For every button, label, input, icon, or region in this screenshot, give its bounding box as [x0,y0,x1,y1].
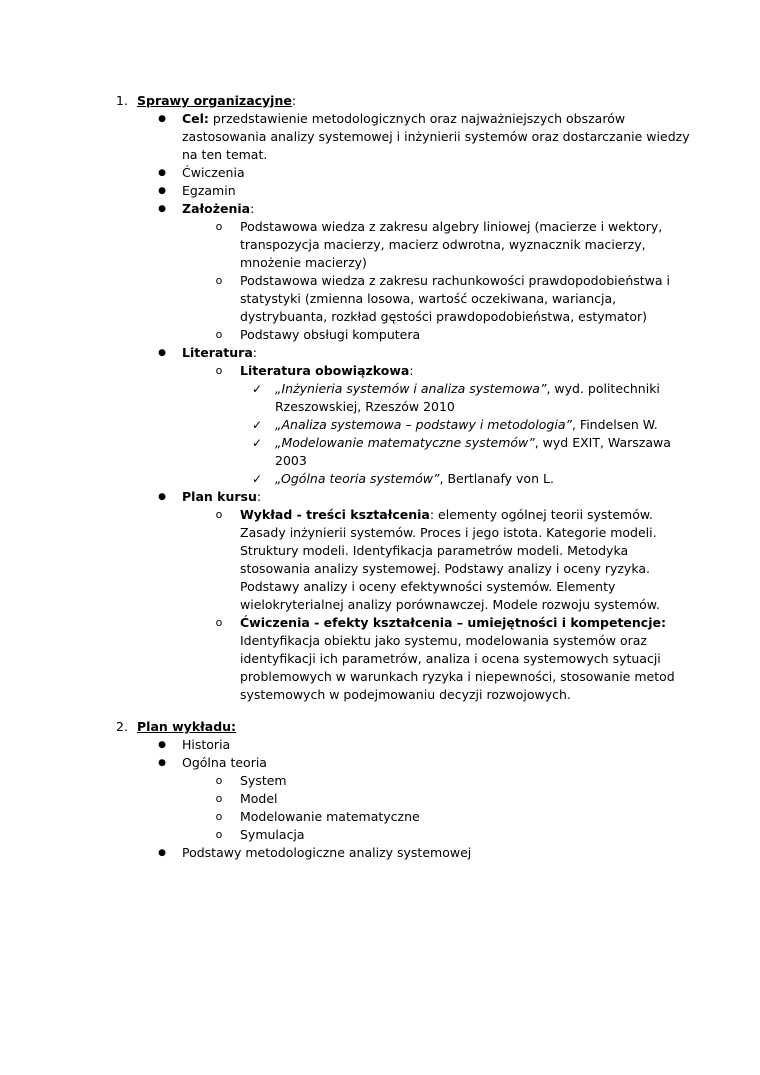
book-rest: , Findelsen W. [571,417,658,432]
circle-bullet-icon: o [215,616,223,629]
cel-line: na ten temat. [182,147,268,162]
ogolna-subitem: Modelowanie matematyczne [240,809,420,824]
ogolna-teoria-item: Ogólna teoria [182,755,267,770]
zalozenia-line: Podstawowa wiedza z zakresu rachunkowości prawdopodobieństwa i [240,273,670,288]
bullet-icon: ● [158,168,166,178]
section-number: 2. [116,719,128,734]
literatura-label: Literatura [182,345,253,360]
wyklad-line: Struktury modeli. Identyfikacja parametrów modeli. Metodyka [240,543,629,558]
cel-item [182,110,625,128]
section-title: Plan wykładu: [137,719,237,734]
egzamin-item: Egzamin [182,183,236,198]
zalozenia-line: dystrybuanta, rozkład gęstości prawdopodobieństwa, estymator) [240,309,648,324]
plan-kursu-label: Plan kursu [182,489,257,504]
cel-line: przedstawienie metodologicznych oraz najważniejszych obszarów [212,111,626,126]
circle-bullet-icon: o [215,828,223,841]
ogolna-subitem: Model [240,791,278,806]
section-heading [137,92,296,110]
circle-bullet-icon: o [215,792,223,805]
podstawy-item: Podstawy metodologiczne analizy systemowej [182,845,472,860]
circle-bullet-icon: o [215,774,223,787]
wyklad-line: stosowania analizy systemowej. Podstawy analizy i oceny ryzyka. [240,561,650,576]
wyklad-label: Wykład - treści kształcenia [240,507,430,522]
book-title: „Modelowanie matematyczne systemów” [275,435,535,450]
zalozenia-line: Podstawowa wiedza z zakresu algebry liniowej (macierze i wektory, [240,219,663,234]
cwiczenia-efekty-line: systemowych w podejmowaniu decyzji rozwojowych. [240,687,571,702]
label-suffix: : [409,363,414,378]
book-title: „Inżynieria systemów i analiza systemowa” [275,381,547,396]
bullet-icon: ● [158,204,166,214]
zalozenia-line: transpozycja macierzy, macierz odwrotna, wyznacznik macierzy, [240,237,646,252]
wyklad-line: Podstawy analizy i oceny efektywności systemów. Elementy [240,579,616,594]
book-item [275,416,658,434]
bullet-icon: ● [158,848,166,858]
checkmark-icon: ✓ [251,472,263,486]
label-suffix: : [256,489,262,504]
cel-label: Cel: [182,111,209,126]
historia-item: Historia [182,737,231,752]
wyklad-line: Zasady inżynierii systemów. Proces i jego istota. Kategorie modeli. [240,525,657,540]
bullet-icon: ● [158,758,166,768]
book-title: „Ogólna teoria systemów” [275,471,440,486]
bullet-icon: ● [158,348,166,358]
book-line: Rzeszowskiej, Rzeszów 2010 [275,399,455,414]
section-title: Sprawy organizacyjne [137,93,292,108]
cwiczenia-efekty-line: identyfikacji ich parametrów, analiza i ocena systemowych sytuacji [240,651,661,666]
wyklad-item [240,506,653,524]
bullet-icon: ● [158,114,166,124]
cwiczenia-efekty-label: Ćwiczenia - efekty kształcenia – umiejętności i kompetencje: [240,615,666,630]
literatura-sub [240,362,414,380]
bullet-icon: ● [158,186,166,196]
cwiczenia-item: Ćwiczenia [182,165,245,180]
circle-bullet-icon: o [215,810,223,823]
plan-kursu-item [182,488,261,506]
checkmark-icon: ✓ [251,382,263,396]
book-rest: , wyd. politechniki [546,381,660,396]
book-rest: , wyd EXIT, Warszawa [534,435,671,450]
circle-bullet-icon: o [215,274,223,287]
ogolna-subitem: Symulacja [240,827,305,842]
book-rest: , Bertlanafy von L. [439,471,554,486]
title-suffix: : [291,93,297,108]
circle-bullet-icon: o [215,328,223,341]
book-item [275,434,671,452]
bullet-icon: ● [158,740,166,750]
book-line: 2003 [275,453,307,468]
section-number: 1. [116,93,128,108]
checkmark-icon: ✓ [251,436,263,450]
zalozenia-line: statystyki (zmienna losowa, wartość oczekiwana, wariancja, [240,291,617,306]
circle-bullet-icon: o [215,364,223,377]
ogolna-subitem: System [240,773,287,788]
book-item [275,470,554,488]
bullet-icon: ● [158,492,166,502]
literatura-item [182,344,257,362]
cwiczenia-efekty-line: problemowych w warunkach ryzyka i niepewności, stosowanie metod [240,669,675,684]
label-suffix: : [250,201,255,216]
label-suffix: : [252,345,257,360]
literatura-sub-label: Literatura obowiązkowa [240,363,410,378]
zalozenia-line: mnożenie macierzy) [240,255,367,270]
book-title: „Analiza systemowa – podstawy i metodologia” [275,417,572,432]
circle-bullet-icon: o [215,220,223,233]
cel-line: zastosowania analizy systemowej i inżynierii systemów oraz dostarczanie wiedzy [182,129,690,144]
zalozenia-label: Założenia [182,201,251,216]
wyklad-line: wielokryterialnej analizy porównawczej. Modele rozwoju systemów. [240,597,660,612]
wyklad-first: : elementy ogólnej teorii systemów. [429,507,653,522]
cwiczenia-efekty-line: Identyfikacja obiektu jako systemu, modelowania systemów oraz [240,633,647,648]
zalozenia-item [182,200,254,218]
circle-bullet-icon: o [215,508,223,521]
checkmark-icon: ✓ [251,418,263,432]
zalozenia-line: Podstawy obsługi komputera [240,327,421,342]
book-item [275,380,660,398]
